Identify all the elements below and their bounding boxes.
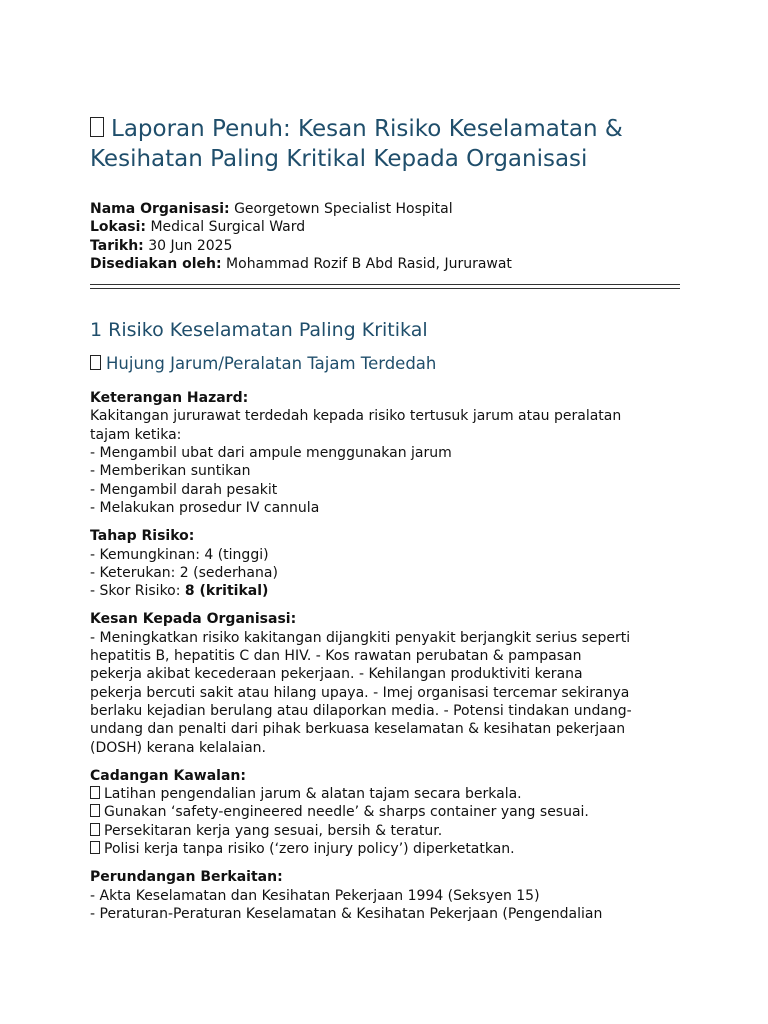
control-item: Latihan pengendalian jarum & alatan tajam secara berkala. bbox=[90, 785, 680, 803]
control-item: Gunakan ‘safety-engineered needle’ & sharps container yang sesuai. bbox=[90, 803, 680, 821]
controls-label: Cadangan Kawalan: bbox=[90, 767, 246, 784]
risk-score: - Skor Risiko: 8 (kritikal) bbox=[90, 583, 269, 600]
hazard-intro-line1: Kakitangan jururawat terdedah kepada risiko tertusuk jarum atau peralatan bbox=[90, 408, 622, 425]
law-item: - Peraturan-Peraturan Keselamatan & Kesihatan Pekerjaan (Pengendalian bbox=[90, 905, 603, 922]
impact-line: - Meningkatkan risiko kakitangan dijangkiti penyakit berjangkit serius seperti bbox=[90, 629, 631, 646]
risk-likelihood: - Kemungkinan: 4 (tinggi) bbox=[90, 546, 269, 563]
meta-prepared-by: Disediakan oleh: Mohammad Rozif B Abd Rasid, Jururawat bbox=[90, 255, 512, 272]
impact-line: undang dan penalti dari pihak berkuasa keselamatan & kesihatan pekerjaan bbox=[90, 721, 626, 738]
report-title-line1: Laporan Penuh: Kesan Risiko Keselamatan & bbox=[90, 116, 623, 142]
impact-line: hepatitis B, hepatitis C dan HIV. - Kos rawatan perubatan & pampasan bbox=[90, 648, 582, 665]
hazard-item: - Memberikan suntikan bbox=[90, 463, 251, 480]
hazard-item: - Mengambil ubat dari ampule menggunakan jarum bbox=[90, 445, 452, 462]
impact-line: (DOSH) kerana kelalaian. bbox=[90, 739, 266, 756]
impact-line: pekerja akibat kecederaan pekerjaan. - Kehilangan produktiviti kerana bbox=[90, 666, 583, 683]
organization-impact bbox=[90, 610, 680, 756]
laws-label: Perundangan Berkaitan: bbox=[90, 869, 283, 886]
impact-line: berlaku kejadian berulang atau dilaporkan media. - Potensi tindakan undang- bbox=[90, 702, 632, 719]
law-item: - Akta Keselamatan dan Kesihatan Pekerjaan 1994 (Seksyen 15) bbox=[90, 887, 540, 904]
hazard-label: Keterangan Hazard: bbox=[90, 390, 249, 407]
meta-date: Tarikh: 30 Jun 2025 bbox=[90, 237, 233, 254]
control-item: Persekitaran kerja yang sesuai, bersih & teratur. bbox=[90, 822, 680, 840]
check-icon bbox=[90, 786, 100, 799]
check-icon bbox=[90, 804, 100, 817]
hazard-item: - Mengambil darah pesakit bbox=[90, 481, 278, 498]
impact-label: Kesan Kepada Organisasi: bbox=[90, 611, 297, 628]
risk-level bbox=[90, 527, 680, 600]
meta-location: Lokasi: Medical Surgical Ward bbox=[90, 219, 306, 236]
risk-label: Tahap Risiko: bbox=[90, 528, 195, 545]
report-page bbox=[90, 114, 680, 923]
section-divider bbox=[90, 284, 680, 289]
needle-icon bbox=[90, 355, 101, 370]
hazard-item: - Melakukan prosedur IV cannula bbox=[90, 499, 320, 516]
risk-score-value: 8 (kritikal) bbox=[184, 583, 269, 600]
document-icon bbox=[90, 117, 104, 137]
section1-heading: 1 Risiko Keselamatan Paling Kritikal bbox=[90, 319, 428, 342]
hazard-description bbox=[90, 389, 680, 517]
hazard-intro-line2: tajam ketika: bbox=[90, 426, 182, 443]
check-icon bbox=[90, 823, 100, 836]
report-title-line2: Kesihatan Paling Kritikal Kepada Organisasi bbox=[90, 146, 588, 172]
related-legislation bbox=[90, 868, 680, 923]
impact-line: pekerja bercuti sakit atau hilang upaya. - Imej organisasi tercemar sekiranya bbox=[90, 684, 630, 701]
meta-organization: Nama Organisasi: Georgetown Specialist Hospital bbox=[90, 201, 453, 217]
control-recommendations bbox=[90, 767, 680, 858]
risk-severity: - Keterukan: 2 (sederhana) bbox=[90, 564, 278, 581]
control-item: Polisi kerja tanpa risiko (‘zero injury policy’) diperketatkan. bbox=[90, 840, 680, 858]
report-title bbox=[90, 114, 680, 174]
section1-subheading: Hujung Jarum/Peralatan Tajam Terdedah bbox=[90, 353, 680, 375]
report-meta bbox=[90, 200, 680, 273]
check-icon bbox=[90, 841, 100, 854]
